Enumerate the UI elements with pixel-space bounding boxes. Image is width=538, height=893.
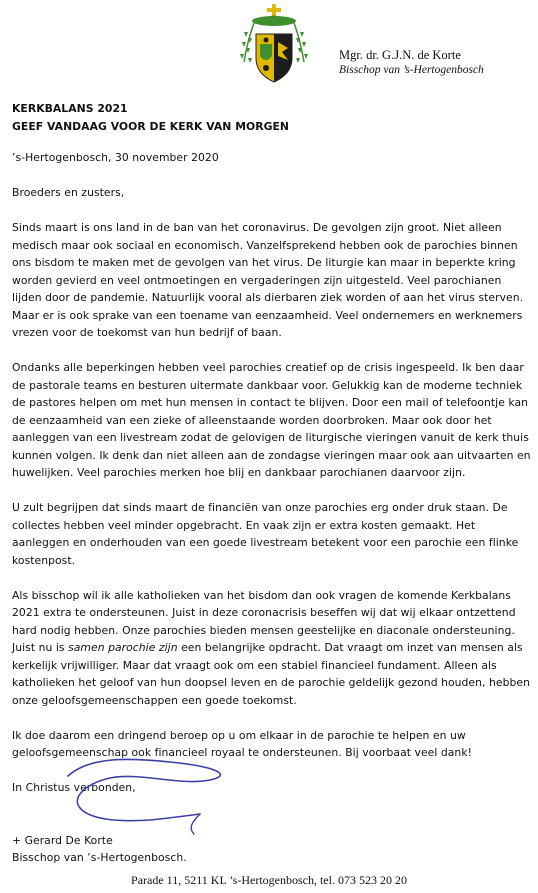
handwritten-signature xyxy=(60,736,240,836)
appeal-paragraph-continued xyxy=(12,639,532,709)
closing-phrase: In Christus verbonden, xyxy=(12,781,136,794)
appeal-emphasis: samen parochie zijn xyxy=(68,641,178,654)
paragraph: Sinds maart is ons land in de ban van het coronavirus. De gevolgen zijn groot. Niet alleen medisch maar ook sociaal en economisch. Vanzelfsprekend hebben ook de parochies binnen ons bisdom te maken met de gevolgen van het virus. De liturgie kan maar in beperkte kring worden gevierd en veel ontmoetingen en vergaderingen zijn uitgesteld. Veel parochianen lijden door de pandemie. Natuurlijk vooral als dierbaren ziek worden of aan het virus sterven. Maar er is ook sprake van een toename van eenzaamheid. Veel ondernemers en werknemers vrezen voor de toekomst van hun bedrijf of baan. xyxy=(12,221,524,339)
appeal-suffix: een belangrijke opdracht. Dat vraagt om inzet van mensen als kerkelijk vrijwilliger. Maar dat vraagt ook om een stabiel financieel fundament. Alleen als katholieken het geloof van hun doopsel leven en de parochie geldelijk gezond houden, hebben onze geloofsgemeenschappen een goede toekomst. xyxy=(12,641,530,707)
coat-of-arms-emblem xyxy=(238,4,310,86)
signatory-name: + Gerard De Korte xyxy=(12,833,113,847)
bishop-title: Bisschop van ’s-Hertogenbosch xyxy=(339,64,484,76)
paragraph: Ondanks alle beperkingen hebben veel parochies creatief op de crisis ingespeeld. Ik ben daar de pastorale teams en besturen uitermate dankbaar voor. Gelukkig kan de moderne techniek de pastores helpen om met hun mensen in contact te blijven. Door een mail of telefoontje kan de eenzaamheid van een zieke of alleenstaande worden doorbroken. Maar ook door het aanleggen van een livestream zodat de gelovigen de liturgische vieringen vanuit de kerk thuis kunnen volgen. Ik denk dan niet alleen aan de zondagse vieringen maar ook aan uitvaarten en huwelijken. Veel parochies merken hoe blij en dankbaar parochianen daarvoor zijn. xyxy=(12,361,531,479)
signatory-title: Bisschop van ’s-Hertogenbosch. xyxy=(12,851,187,864)
bishop-name: Mgr. dr. G.J.N. de Korte xyxy=(339,48,461,62)
footer-address: Parade 11, 5211 KL ’s-Hertogenbosch, tel. 073 523 20 20 xyxy=(131,873,407,887)
campaign-slogan: GEEF VANDAAG VOOR DE KERK VAN MORGEN xyxy=(12,119,290,133)
closing-paragraph: Ik doe daarom een dringend beroep op u om elkaar in de parochie te helpen en uw geloofsgemeenschap ook financieel royaal te ondersteunen. Bij voorbaat veel dank! xyxy=(12,728,473,759)
salutation: Broeders en zusters, xyxy=(12,186,125,199)
letterhead xyxy=(339,48,484,78)
appeal-paragraph: Als bisschop wil ik alle katholieken van het bisdom dan ook vragen de komende Kerkbalans 2021 extra te ondersteunen. Juist in deze coronacrisis beseffen wij dat wij elkaar ontzettend hard nodig hebben. Onze parochies bieden mensen geestelijke en diaconale ondersteuning. xyxy=(12,588,516,637)
campaign-heading: KERKBALANS 2021 xyxy=(12,102,128,115)
paragraph: U zult begrijpen dat sinds maart de financiën van onze parochies erg onder druk staan. De collectes hebben veel minder opgebracht. En vaak zijn er extra kosten gemaakt. Het aanleggen en onderhouden van een goede livestream betekent voor een parochie een flinke kostenpost. xyxy=(12,501,519,567)
appeal-prefix: Juist nu is xyxy=(12,641,69,654)
place-date: ’s-Hertogenbosch, 30 november 2020 xyxy=(12,151,219,164)
